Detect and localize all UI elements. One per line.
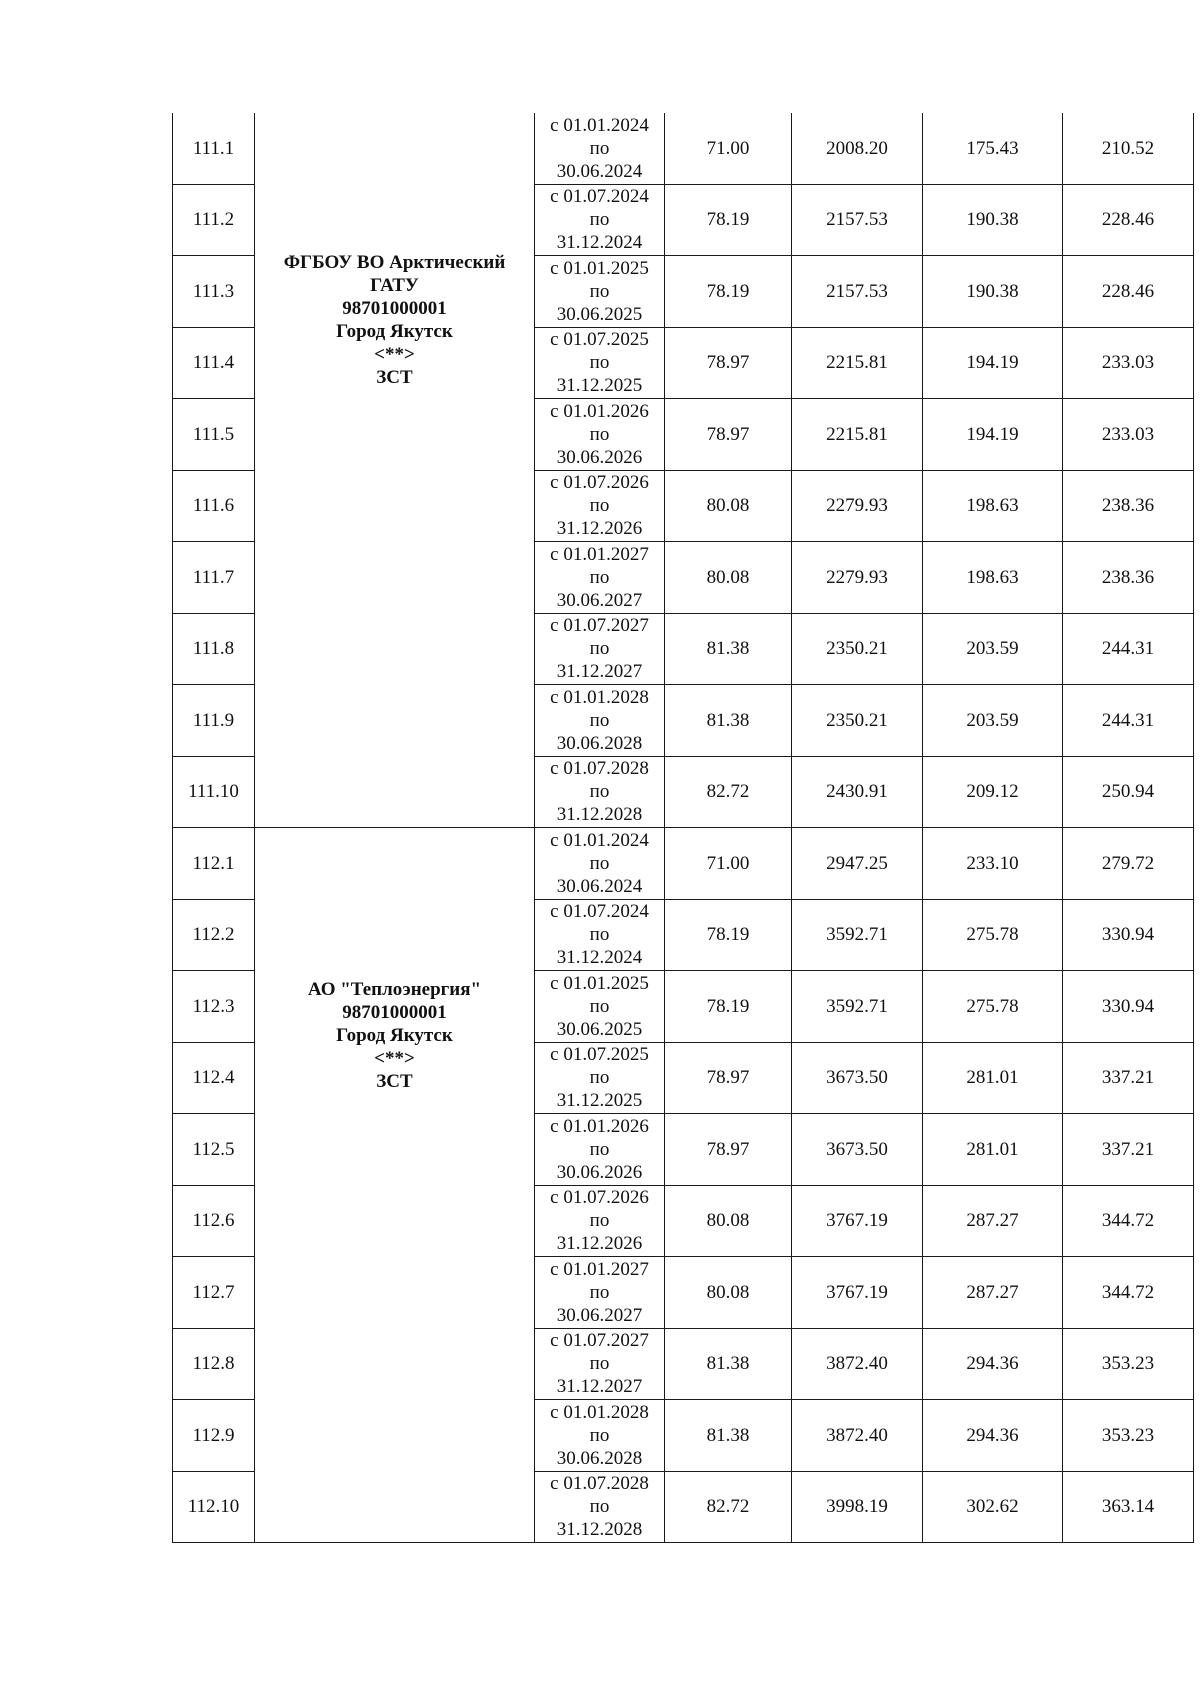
organization-line: ГАТУ xyxy=(370,275,419,296)
row-number-cell: 112.1 xyxy=(173,828,255,900)
value-cell-2: 3673.50 xyxy=(792,1042,923,1114)
organization-cell xyxy=(255,828,535,1543)
value-cell-3: 287.27 xyxy=(923,1185,1063,1257)
organization-info xyxy=(255,113,534,389)
row-number-cell: 111.2 xyxy=(173,184,255,256)
value-cell-2: 3998.19 xyxy=(792,1471,923,1543)
value-cell-4: 244.31 xyxy=(1063,613,1194,685)
value-cell-4: 344.72 xyxy=(1063,1185,1194,1257)
period-from: с 01.07.2026 xyxy=(550,472,649,494)
value-cell-3: 175.43 xyxy=(923,113,1063,184)
period-to-word: по xyxy=(589,209,610,231)
value-cell-3: 294.36 xyxy=(923,1400,1063,1472)
period-from: с 01.07.2026 xyxy=(550,1187,649,1209)
value-cell-4: 344.72 xyxy=(1063,1257,1194,1329)
period-cell xyxy=(535,399,665,471)
value-cell-4: 244.31 xyxy=(1063,685,1194,757)
value-cell-4: 279.72 xyxy=(1063,828,1194,900)
row-number-cell: 111.9 xyxy=(173,685,255,757)
row-number-cell: 112.3 xyxy=(173,971,255,1043)
period-to: 31.12.2027 xyxy=(556,1376,643,1398)
value-cell-3: 190.38 xyxy=(923,256,1063,328)
period-to-word: по xyxy=(589,566,610,588)
value-cell-3: 275.78 xyxy=(923,971,1063,1043)
period-to: 31.12.2028 xyxy=(556,804,643,826)
organization-line: Город Якутск xyxy=(336,321,453,342)
row-number-cell: 111.8 xyxy=(173,613,255,685)
value-cell-3: 287.27 xyxy=(923,1257,1063,1329)
organization-info xyxy=(255,828,534,1093)
period-to-word: по xyxy=(589,1067,610,1089)
value-cell-1: 80.08 xyxy=(665,1257,792,1329)
period-from: с 01.01.2028 xyxy=(550,686,649,708)
period-cell xyxy=(535,256,665,328)
period-cell xyxy=(535,1185,665,1257)
row-number-cell: 111.5 xyxy=(173,399,255,471)
value-cell-2: 3767.19 xyxy=(792,1257,923,1329)
period-to: 30.06.2028 xyxy=(556,732,643,754)
value-cell-2: 2279.93 xyxy=(792,542,923,614)
value-cell-4: 233.03 xyxy=(1063,327,1194,399)
period-to-word: по xyxy=(589,1210,610,1232)
period-from: с 01.01.2024 xyxy=(550,114,649,136)
value-cell-2: 2215.81 xyxy=(792,399,923,471)
row-number-cell: 112.4 xyxy=(173,1042,255,1114)
value-cell-3: 209.12 xyxy=(923,756,1063,828)
period-to: 30.06.2024 xyxy=(556,160,643,182)
value-cell-1: 78.19 xyxy=(665,971,792,1043)
period-cell xyxy=(535,1400,665,1472)
period-cell xyxy=(535,184,665,256)
value-cell-4: 228.46 xyxy=(1063,256,1194,328)
row-number-cell: 111.10 xyxy=(173,756,255,828)
period-from: с 01.01.2024 xyxy=(550,829,649,851)
organization-line: 98701000001 xyxy=(342,1002,447,1023)
period-from: с 01.01.2027 xyxy=(550,543,649,565)
period-to: 30.06.2025 xyxy=(556,1018,643,1040)
value-cell-1: 78.97 xyxy=(665,327,792,399)
period-from: с 01.01.2025 xyxy=(550,972,649,994)
row-number-cell: 112.6 xyxy=(173,1185,255,1257)
period-cell xyxy=(535,756,665,828)
period-to-word: по xyxy=(589,1138,610,1160)
value-cell-4: 238.36 xyxy=(1063,470,1194,542)
period-from: с 01.07.2025 xyxy=(550,1044,649,1066)
row-number-cell: 112.9 xyxy=(173,1400,255,1472)
period-to-word: по xyxy=(589,1424,610,1446)
period-from: с 01.07.2024 xyxy=(550,186,649,208)
period-to: 31.12.2025 xyxy=(556,375,643,397)
value-cell-3: 203.59 xyxy=(923,685,1063,757)
value-cell-4: 353.23 xyxy=(1063,1400,1194,1472)
value-cell-3: 302.62 xyxy=(923,1471,1063,1543)
period-cell xyxy=(535,828,665,900)
value-cell-1: 78.19 xyxy=(665,256,792,328)
period-to: 30.06.2027 xyxy=(556,1304,643,1326)
value-cell-1: 71.00 xyxy=(665,113,792,184)
period-from: с 01.07.2028 xyxy=(550,1473,649,1495)
period-from: с 01.07.2025 xyxy=(550,329,649,351)
period-cell xyxy=(535,1257,665,1329)
value-cell-4: 238.36 xyxy=(1063,542,1194,614)
period-to: 31.12.2027 xyxy=(556,661,643,683)
value-cell-4: 353.23 xyxy=(1063,1328,1194,1400)
period-cell xyxy=(535,542,665,614)
period-cell xyxy=(535,1114,665,1186)
period-from: с 01.01.2027 xyxy=(550,1258,649,1280)
value-cell-2: 2350.21 xyxy=(792,613,923,685)
period-to-word: по xyxy=(589,352,610,374)
period-from: с 01.01.2028 xyxy=(550,1401,649,1423)
period-to-word: по xyxy=(589,137,610,159)
period-to-word: по xyxy=(589,495,610,517)
row-number-cell: 111.6 xyxy=(173,470,255,542)
value-cell-1: 78.19 xyxy=(665,184,792,256)
value-cell-2: 2279.93 xyxy=(792,470,923,542)
period-to: 31.12.2024 xyxy=(556,232,643,254)
value-cell-4: 330.94 xyxy=(1063,899,1194,971)
period-to-word: по xyxy=(589,638,610,660)
value-cell-4: 330.94 xyxy=(1063,971,1194,1043)
period-from: с 01.07.2028 xyxy=(550,758,649,780)
organization-cell xyxy=(255,113,535,828)
row-number-cell: 111.1 xyxy=(173,113,255,184)
value-cell-1: 80.08 xyxy=(665,542,792,614)
row-number-cell: 112.5 xyxy=(173,1114,255,1186)
value-cell-1: 71.00 xyxy=(665,828,792,900)
period-to: 31.12.2026 xyxy=(556,1233,643,1255)
period-to-word: по xyxy=(589,1353,610,1375)
period-to: 31.12.2024 xyxy=(556,947,643,969)
value-cell-1: 81.38 xyxy=(665,685,792,757)
value-cell-4: 363.14 xyxy=(1063,1471,1194,1543)
value-cell-4: 228.46 xyxy=(1063,184,1194,256)
value-cell-2: 2008.20 xyxy=(792,113,923,184)
tariff-table xyxy=(172,113,1194,1543)
organization-line: ЗСТ xyxy=(376,367,413,388)
value-cell-2: 2430.91 xyxy=(792,756,923,828)
value-cell-2: 3872.40 xyxy=(792,1400,923,1472)
row-number-cell: 112.10 xyxy=(173,1471,255,1543)
period-to-word: по xyxy=(589,709,610,731)
value-cell-4: 337.21 xyxy=(1063,1042,1194,1114)
value-cell-2: 2350.21 xyxy=(792,685,923,757)
value-cell-1: 80.08 xyxy=(665,470,792,542)
period-to-word: по xyxy=(589,924,610,946)
value-cell-3: 281.01 xyxy=(923,1042,1063,1114)
organization-line: <**> xyxy=(374,1048,415,1069)
period-cell xyxy=(535,1328,665,1400)
period-cell xyxy=(535,971,665,1043)
table-row xyxy=(173,828,1194,900)
period-cell xyxy=(535,685,665,757)
value-cell-1: 81.38 xyxy=(665,1328,792,1400)
period-cell xyxy=(535,899,665,971)
period-to: 31.12.2026 xyxy=(556,518,643,540)
value-cell-1: 81.38 xyxy=(665,613,792,685)
value-cell-4: 250.94 xyxy=(1063,756,1194,828)
period-from: с 01.07.2027 xyxy=(550,1330,649,1352)
value-cell-2: 2157.53 xyxy=(792,256,923,328)
value-cell-3: 190.38 xyxy=(923,184,1063,256)
period-to: 30.06.2027 xyxy=(556,589,643,611)
row-number-cell: 111.4 xyxy=(173,327,255,399)
period-to: 30.06.2026 xyxy=(556,1161,643,1183)
value-cell-1: 81.38 xyxy=(665,1400,792,1472)
period-to-word: по xyxy=(589,1281,610,1303)
value-cell-2: 3592.71 xyxy=(792,971,923,1043)
period-from: с 01.01.2025 xyxy=(550,257,649,279)
value-cell-3: 198.63 xyxy=(923,470,1063,542)
value-cell-4: 210.52 xyxy=(1063,113,1194,184)
value-cell-2: 2215.81 xyxy=(792,327,923,399)
period-from: с 01.01.2026 xyxy=(550,400,649,422)
value-cell-2: 3767.19 xyxy=(792,1185,923,1257)
period-to: 30.06.2025 xyxy=(556,303,643,325)
period-from: с 01.01.2026 xyxy=(550,1115,649,1137)
value-cell-2: 3592.71 xyxy=(792,899,923,971)
organization-line: АО "Теплоэнергия" xyxy=(307,979,482,1000)
value-cell-3: 275.78 xyxy=(923,899,1063,971)
period-to-word: по xyxy=(589,280,610,302)
period-to-word: по xyxy=(589,852,610,874)
period-to-word: по xyxy=(589,1496,610,1518)
value-cell-1: 78.19 xyxy=(665,899,792,971)
value-cell-3: 194.19 xyxy=(923,399,1063,471)
value-cell-1: 82.72 xyxy=(665,1471,792,1543)
period-cell xyxy=(535,613,665,685)
value-cell-4: 233.03 xyxy=(1063,399,1194,471)
row-number-cell: 111.3 xyxy=(173,256,255,328)
period-cell xyxy=(535,470,665,542)
organization-line: Город Якутск xyxy=(336,1025,453,1046)
period-to-word: по xyxy=(589,781,610,803)
value-cell-3: 294.36 xyxy=(923,1328,1063,1400)
period-cell xyxy=(535,113,665,184)
organization-line: <**> xyxy=(374,344,415,365)
period-to: 30.06.2024 xyxy=(556,875,643,897)
value-cell-3: 198.63 xyxy=(923,542,1063,614)
value-cell-1: 80.08 xyxy=(665,1185,792,1257)
value-cell-2: 3872.40 xyxy=(792,1328,923,1400)
period-from: с 01.07.2027 xyxy=(550,615,649,637)
period-to: 30.06.2028 xyxy=(556,1447,643,1469)
value-cell-2: 2157.53 xyxy=(792,184,923,256)
period-from: с 01.07.2024 xyxy=(550,901,649,923)
value-cell-2: 2947.25 xyxy=(792,828,923,900)
period-cell xyxy=(535,327,665,399)
row-number-cell: 112.7 xyxy=(173,1257,255,1329)
period-to-word: по xyxy=(589,995,610,1017)
period-to: 31.12.2028 xyxy=(556,1519,643,1541)
organization-line: ФГБОУ ВО Арктический xyxy=(283,252,506,273)
organization-line: 98701000001 xyxy=(342,298,447,319)
value-cell-1: 78.97 xyxy=(665,1114,792,1186)
value-cell-1: 78.97 xyxy=(665,399,792,471)
value-cell-4: 337.21 xyxy=(1063,1114,1194,1186)
period-to: 31.12.2025 xyxy=(556,1090,643,1112)
value-cell-2: 3673.50 xyxy=(792,1114,923,1186)
row-number-cell: 111.7 xyxy=(173,542,255,614)
value-cell-1: 78.97 xyxy=(665,1042,792,1114)
value-cell-3: 194.19 xyxy=(923,327,1063,399)
period-to-word: по xyxy=(589,423,610,445)
value-cell-1: 82.72 xyxy=(665,756,792,828)
value-cell-3: 233.10 xyxy=(923,828,1063,900)
period-cell xyxy=(535,1471,665,1543)
organization-line: ЗСТ xyxy=(376,1071,413,1092)
value-cell-3: 203.59 xyxy=(923,613,1063,685)
value-cell-3: 281.01 xyxy=(923,1114,1063,1186)
period-to: 30.06.2026 xyxy=(556,446,643,468)
table-row xyxy=(173,113,1194,184)
row-number-cell: 112.8 xyxy=(173,1328,255,1400)
period-cell xyxy=(535,1042,665,1114)
row-number-cell: 112.2 xyxy=(173,899,255,971)
